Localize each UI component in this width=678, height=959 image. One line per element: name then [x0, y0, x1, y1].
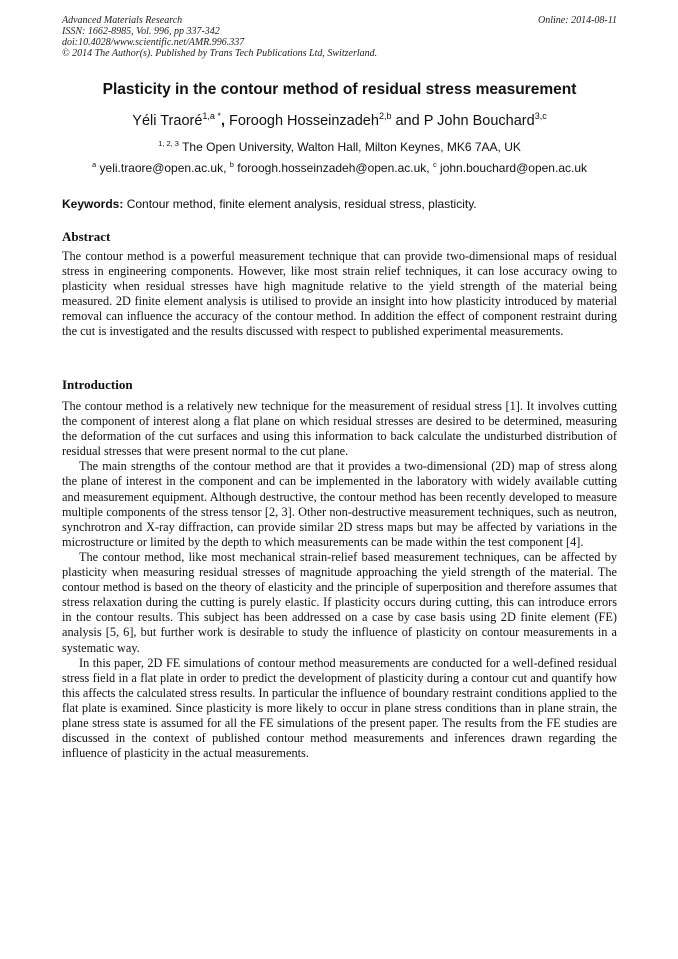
journal-header — [62, 15, 617, 59]
keywords-label: Keywords: — [62, 197, 124, 211]
author-separator: and — [391, 113, 424, 129]
author-separator: , — [220, 113, 229, 129]
author-list — [62, 113, 617, 129]
abstract-body — [62, 249, 617, 340]
email-address: yeli.traore@open.ac.uk — [99, 161, 224, 175]
affiliation — [62, 140, 617, 154]
email-superscript: a — [92, 160, 97, 169]
keywords — [62, 197, 617, 211]
doi-line: doi:10.4028/www.scientific.net/AMR.996.337 — [62, 37, 245, 48]
introduction-paragraph: In this paper, 2D FE simulations of contour method measurements are conducted for a well-defined residual stress field in a flat plate in order to predict the development of plasticity during a contour cut and quantify how this affects the calculated stress results. In particular the influence of boundary restraint conditions applied to the flat plate is examined. Since plasticity is more likely to occur in plane stress conditions than in plane strain, the plane stress state is assumed for all the FE simulations of the present paper. The results from the FE studies are discussed in the context of published contour method measurements and inferences drawn regarding the influence of plasticity in the actual measurements. — [62, 655, 617, 761]
email-separator: , — [426, 161, 433, 175]
email-superscript: c — [432, 160, 437, 169]
introduction-body — [62, 399, 617, 761]
abstract-heading: Abstract — [62, 229, 111, 244]
author-superscript: 2,b — [378, 111, 392, 121]
journal-name: Advanced Materials Research — [62, 15, 183, 26]
author-superscript: 3,c — [534, 111, 547, 121]
email-list — [62, 161, 617, 175]
email-separator: , — [223, 161, 230, 175]
online-date: Online: 2014-08-11 — [538, 15, 617, 26]
author-superscript: 1,a * — [202, 111, 221, 121]
email-superscript: b — [229, 160, 234, 169]
author-name: Foroogh Hosseinzadeh — [229, 113, 379, 129]
paper-title: Plasticity in the contour method of residual stress measurement — [102, 81, 577, 98]
introduction-paragraph: The contour method is a relatively new technique for the measurement of residual stress [1]. It involves cutting the component of interest along a flat plane on which residual stresses are desired to be determined, measuring the deformation of the cut surfaces and using this information to back calculate the undisturbed distribution of residual stresses that were present normal to the cut plane. — [62, 399, 617, 459]
email-address: foroogh.hosseinzadeh@open.ac.uk — [237, 161, 427, 175]
introduction-heading: Introduction — [62, 377, 133, 392]
introduction-paragraph: The main strengths of the contour method are that it provides a two-dimensional (2D) map of stress along the plane of interest in the component and can be implemented in the laboratory with widely available cutting and measurement equipment. Although destructive, the contour method has been recently developed to measure multiple components of the stress tensor [2, 3]. Other non-destructive measurement techniques, such as neutron, synchrotron and X-ray diffraction, can provide similar 2D stress maps but may be affected by variations in the microstructure or limited by the depth to which measurements can be made within the test component [4]. — [62, 459, 617, 549]
author-name: P John Bouchard — [423, 113, 535, 129]
affiliation-text: The Open University, Walton Hall, Milton Keynes, MK6 7AA, UK — [182, 140, 521, 154]
abstract-paragraph: The contour method is a powerful measurement technique that can provide two-dimensional maps of residual stress in engineering components. However, like most strain relief techniques, it can lose accuracy owing to plasticity when residual stresses have high magnitude relative to the yield strength of the material being measured. 2D finite element analysis is utilised to provide an insight into how plasticity introduced by material removal can influence the accuracy of the contour method. In addition the effect of component restraint during the cut is investigated and the results discussed with respect to published experimental measurements. — [62, 249, 617, 339]
keywords-text: Contour method, finite element analysis, residual stress, plasticity. — [126, 197, 477, 211]
issn-line: ISSN: 1662-8985, Vol. 996, pp 337-342 — [62, 26, 220, 37]
email-address: john.bouchard@open.ac.uk — [440, 161, 587, 175]
author-name: Yéli Traoré — [132, 113, 203, 129]
copyright-line: © 2014 The Author(s). Published by Trans Tech Publications Ltd, Switzerland. — [62, 48, 378, 59]
introduction-paragraph: The contour method, like most mechanical strain-relief based measurement techniques, can be affected by plasticity when measuring residual stresses of magnitude approaching the yield strength of the material. The contour method is based on the theory of elasticity and the principle of superposition and therefore assumes that stress relaxation during the cutting is purely elastic. If plasticity occurs during cutting, this can introduce errors in the contour results. This subject has been addressed on a case by case basis using 2D finite element (FE) analysis [5, 6], but further work is desirable to study the influence of plasticity on contour measurements in a systematic way. — [62, 549, 617, 655]
affiliation-superscript: 1, 2, 3 — [158, 139, 179, 148]
